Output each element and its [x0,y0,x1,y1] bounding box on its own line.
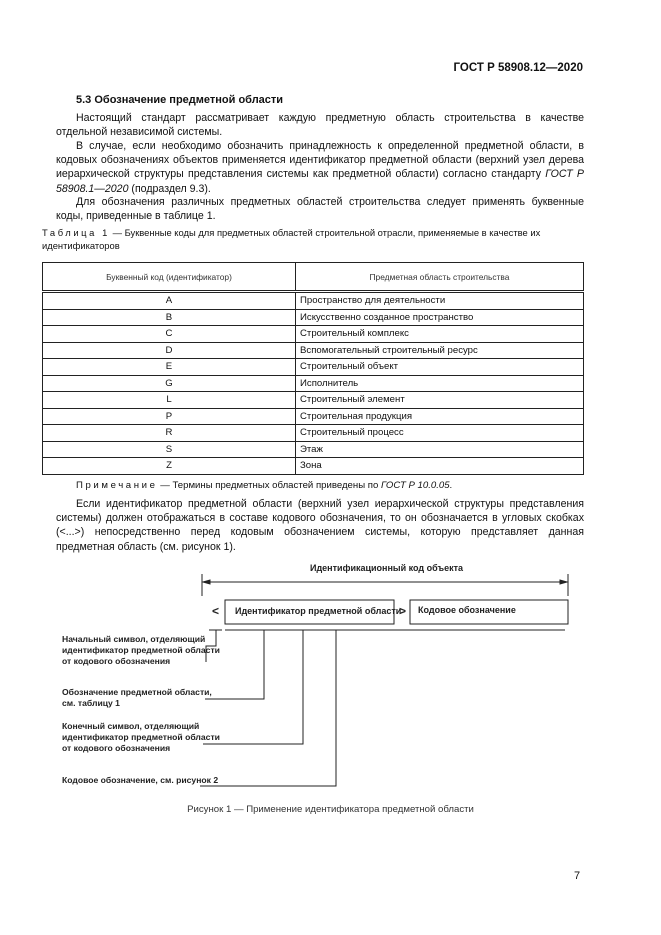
figure-label-start-symbol: Начальный символ, отделяющий идентификатор предметной области от кодового обозначения [62,634,220,666]
paragraph-text: В случае, если необходимо обозначить принадлежность к определенной предметной области, в кодовых обозначениях объектов применяется идентификатор предметной области (верхний узел дерева иерархической структуры представления системы как предметной области) согласно стандарту [56,140,584,181]
domain-cell: Искусственно созданное пространство [296,309,584,326]
note-text: — Термины предметных областей приведены по [160,480,379,491]
code-cell: B [43,309,296,326]
paragraph-text: (подраздел 9.3). [131,182,211,195]
code-cell: G [43,375,296,392]
standard-reference: ГОСТ Р 58908.1—2020 [56,168,584,195]
figure-caption: Рисунок 1 — Применение идентификатора предметной области [187,804,474,815]
domain-identifier-box-label: Идентификатор предметной области [235,606,402,616]
document-header: ГОСТ Р 58908.12—2020 [453,62,583,74]
paragraph-text: Настоящий стандарт рассматривает каждую предметную область строительства в качестве отдельной независимой системы. [56,112,584,139]
table-caption-label: Таблица 1 [42,227,110,238]
figure-label-code: Кодовое обозначение, см. рисунок 2 [62,775,219,785]
figure-label-domain: Обозначение предметной области, см. таблицу 1 [62,687,212,708]
section-title: 5.3 Обозначение предметной области [76,94,284,106]
code-cell: P [43,408,296,425]
domain-cell: Строительный процесс [296,425,584,442]
open-angle-symbol: < [212,604,220,618]
code-cell: Z [43,458,296,475]
code-cell: E [43,359,296,376]
figure-top-label: Идентификационный код объекта [310,563,464,573]
table-header-domain: Предметная область строительства [296,263,584,292]
domain-cell: Этаж [296,441,584,458]
code-cell: A [43,292,296,310]
domain-cell: Строительный объект [296,359,584,376]
note-end: . [449,480,453,491]
domain-cell: Строительный комплекс [296,326,584,343]
page-number: 7 [574,870,581,882]
code-cell: D [43,342,296,359]
table-header-code: Буквенный код (идентификатор) [43,263,296,292]
domain-cell: Вспомогательный строительный ресурс [296,342,584,359]
code-cell: S [43,441,296,458]
code-cell: C [43,326,296,343]
code-designation-box-label: Кодовое обозначение [418,605,516,615]
paragraph-text: Если идентификатор предметной области (верхний узел иерархической структуры представления системы) должен отображаться в составе кодового обозначения, то он обозначается в угловых скобках (<...>) непосредственно перед кодовым обозначением системы, которую представляет данная предметная область (см. рисунок 1). [56,498,584,553]
code-cell: L [43,392,296,409]
domain-cell: Пространство для деятельности [296,292,584,310]
paragraph-text: Для обозначения различных предметных областей строительства следует применять буквенные коды, приведенные в таблице 1. [56,196,584,223]
domain-cell: Строительный элемент [296,392,584,409]
code-cell: R [43,425,296,442]
note-reference: ГОСТ Р 10.0.05 [380,480,450,491]
domain-cell: Исполнитель [296,375,584,392]
domain-cell: Зона [296,458,584,475]
close-angle-symbol: > [399,604,407,618]
domain-cell: Строительная продукция [296,408,584,425]
table-caption-text: — Буквенные коды для предметных областей строительной отрасли, применяемые в качестве их идентификаторов [42,227,541,251]
note-label: Примечание [76,480,158,491]
figure-label-end-symbol: Конечный символ, отделяющий идентификатор предметной области от кодового обозначения [62,721,220,753]
